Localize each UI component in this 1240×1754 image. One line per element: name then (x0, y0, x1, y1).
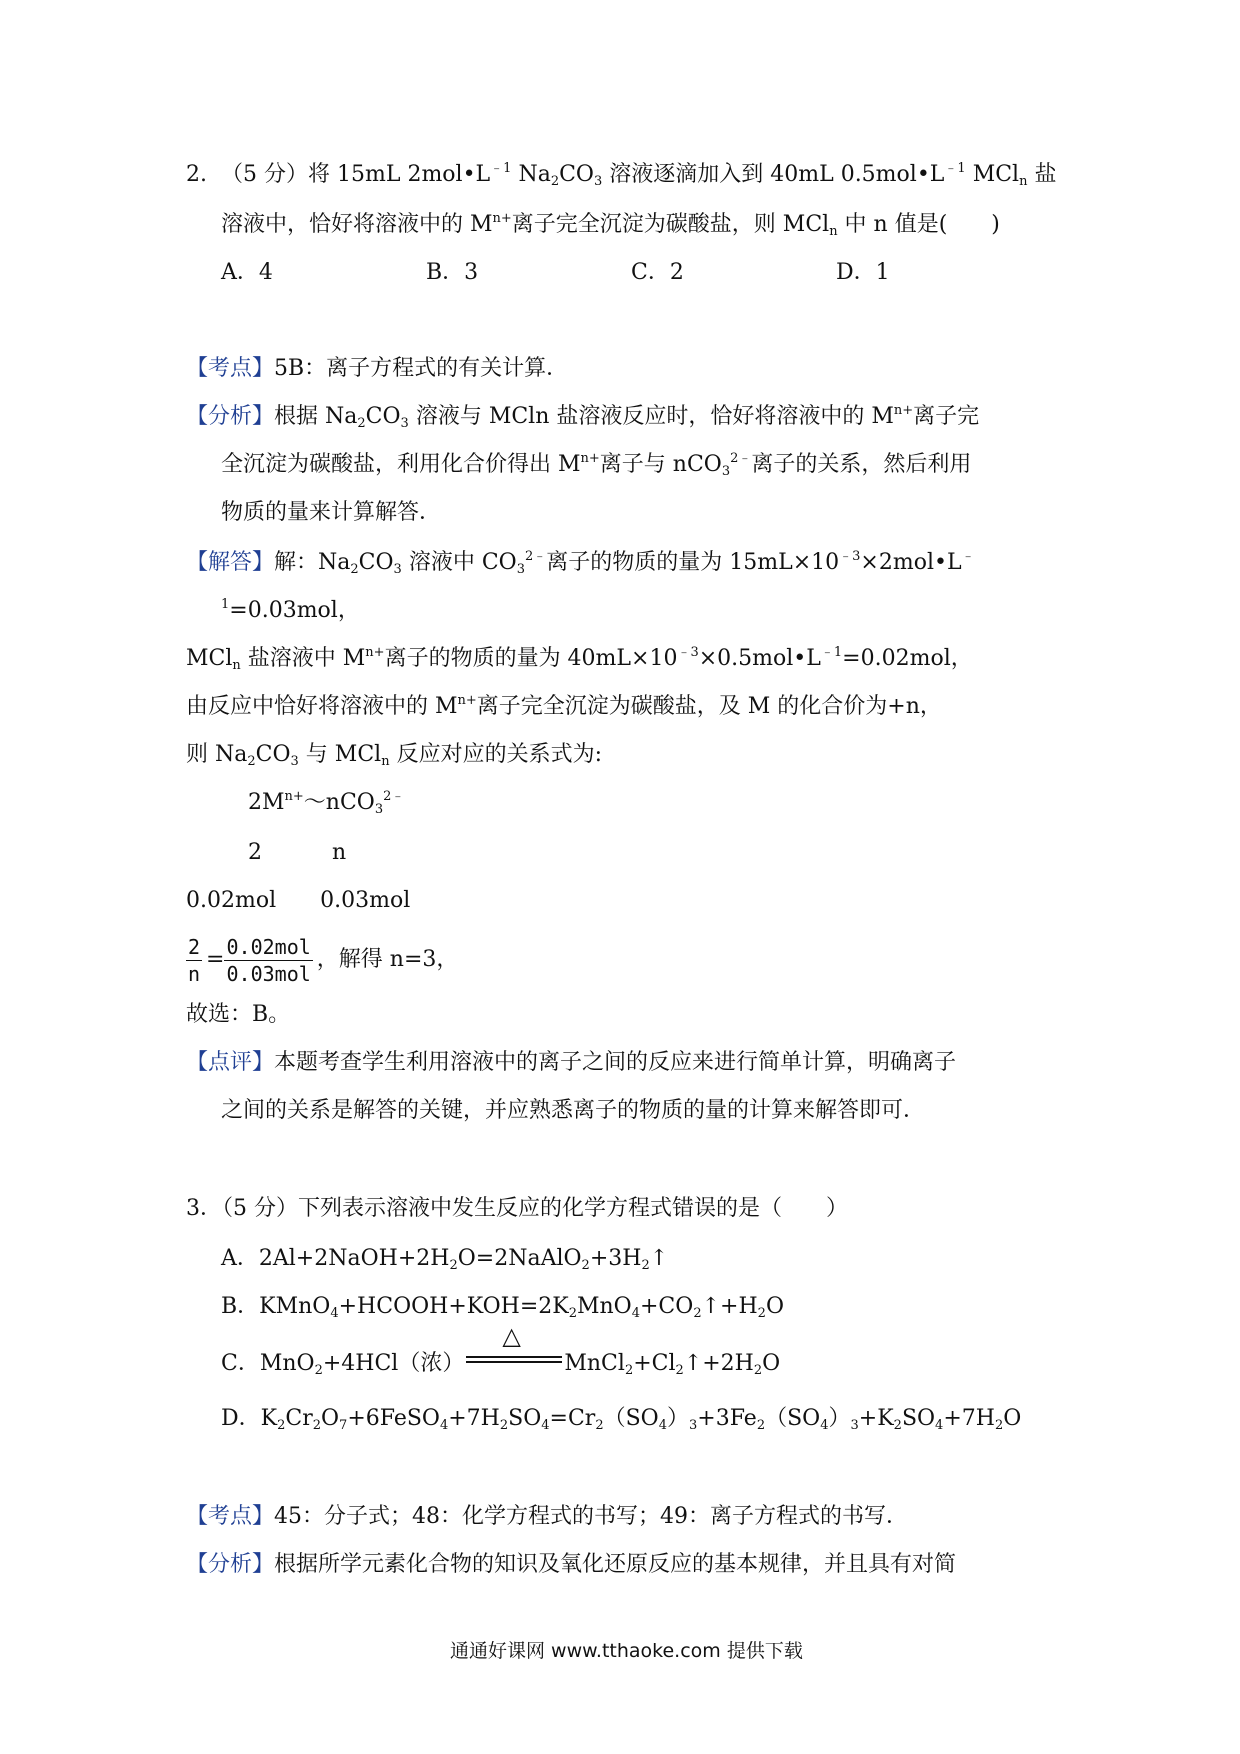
a2-calc-line-relation-intro: 则 $Na_2CO_3$ 与 MCl$_n$ 反应对应的关系式为: (186, 742, 602, 769)
a2-fraction-equation: $\frac{2}{n}$ = $\frac{\text{0.02mol}}{\text{0.03mol}}$ ，解得 n=3， (188, 934, 459, 986)
q2-option-b: B．3 (426, 260, 479, 285)
page-footer: 通通好课网 www.tthaoke.com 提供下载 (450, 1640, 803, 1662)
fenxi-tag: 【分析】 (186, 404, 275, 429)
kaodian-tag: 【考点】 (186, 356, 275, 381)
a2-jieda-line-1: 【解答】解：$Na_2CO_3$ 溶液中 $CO_3^{2﹣}$离子的物质的量为 $15mL\times 10^{﹣3}\times 2mol•L^﹣$ (186, 549, 975, 577)
kaodian-tag: 【考点】 (186, 1504, 275, 1529)
fraction-2-over-n: $\frac{2}{n}$ (188, 934, 201, 986)
a3-fenxi-line-1: 【分析】根据所学元素化合物的知识及氧化还原反应的基本规律，并且具有对简 (186, 1552, 957, 1577)
q3-option-b: B．$KMnO_4+HCOOH+KOH=2K_2MnO_4+CO_2↑+H_2O$ (221, 1294, 784, 1321)
a2-calc-line-valence: 由反应中恰好将溶液中的 $M^{n+}$离子完全沉淀为碳酸盐，及 M 的化合价为+n， (186, 693, 942, 719)
a2-relation-moles: 0.02mol 0.03mol (186, 888, 411, 913)
a2-relation-coefficients: 2 n (248, 840, 347, 865)
a2-dianping-line-2: 之间的关系是解答的关键，并应熟悉离子的物质的量的计算来解答即可． (221, 1098, 926, 1123)
q2-option-a: A．4 (221, 260, 273, 285)
a3-kaodian: 【考点】45：分子式；48：化学方程式的书写；49：离子方程式的书写． (186, 1504, 908, 1529)
heating-equals-sign (466, 1322, 562, 1372)
a2-fenxi-line-1: 【分析】根据 $Na_2CO_3$ 溶液与 MCln 盐溶液反应时，恰好将溶液中的 $M^{n+}$离子完 (186, 403, 980, 431)
a2-jieda-line-2: $^1$=0.03mol， (221, 597, 360, 623)
dianping-tag: 【点评】 (186, 1050, 275, 1075)
q3-stem: 3．（5 分）下列表示溶液中发生反应的化学方程式错误的是（ ） (186, 1196, 848, 1221)
q2-stem-line-2: 溶液中，恰好将溶液中的 $M^{n+}$离子完全沉淀为碳酸盐，则 MCl$_n$ 中 n 值是( ) (221, 211, 1000, 239)
a2-dianping-line-1: 【点评】本题考查学生利用溶液中的离子之间的反应来进行简单计算，明确离子 (186, 1050, 957, 1075)
a2-fenxi-line-3: 物质的量来计算解答． (221, 500, 442, 525)
delta-icon: △ (502, 1322, 521, 1350)
q2-option-d: D．1 (836, 260, 890, 285)
a2-kaodian: 【考点】5B：离子方程式的有关计算． (186, 356, 569, 381)
fenxi-tag: 【分析】 (186, 1552, 275, 1577)
a2-relation-formula: $2M^{n+}\sim nCO_3^{2﹣}$ (248, 789, 405, 817)
fraction-mol-ratio: $\frac{\text{0.02mol}}{\text{0.03mol}}$ (226, 934, 311, 986)
a2-calc-line-mcl: MCl$_n$ 盐溶液中 $M^{n+}$离子的物质的量为 $40mL\times 10^{﹣3}\times 0.5mol•L^{﹣1}=0.02mol$， (186, 645, 973, 673)
q2-options (221, 258, 1041, 288)
q3-option-a: A．$2Al+2NaOH+2H_2O=2NaAlO_2+3H_2↑$ (221, 1246, 669, 1273)
a2-fenxi-line-2: 全沉淀为碳酸盐，利用化合价得出 $M^{n+}$离子与 nCO$_3^{2﹣}$离子的关系，然后利用 (221, 451, 972, 479)
a2-choice: 故选：B。 (186, 1002, 291, 1027)
q3-option-c: C．MnO$_2$+4HCl（浓） △ $MnCl_2+Cl_2↑+2H_2O$ (221, 1322, 781, 1378)
jieda-tag: 【解答】 (186, 550, 275, 575)
q2-option-c: C．2 (631, 260, 684, 285)
q2-stem-line-1: 2. （5 分）将 15mL $2mol•L^{﹣1}$ $Na_2CO_3$ 溶液逐滴加入到 40mL $0.5mol•L^{﹣1}$ MCl$_n$ 盐 (186, 161, 1057, 189)
q3-option-d: D．$K_2Cr_2O_7+6FeSO_4+7H_2SO_4=Cr_2(SO_4)_3+3Fe_2(SO_4)_3+K_2SO_4+7H_2O$ (221, 1406, 1022, 1433)
